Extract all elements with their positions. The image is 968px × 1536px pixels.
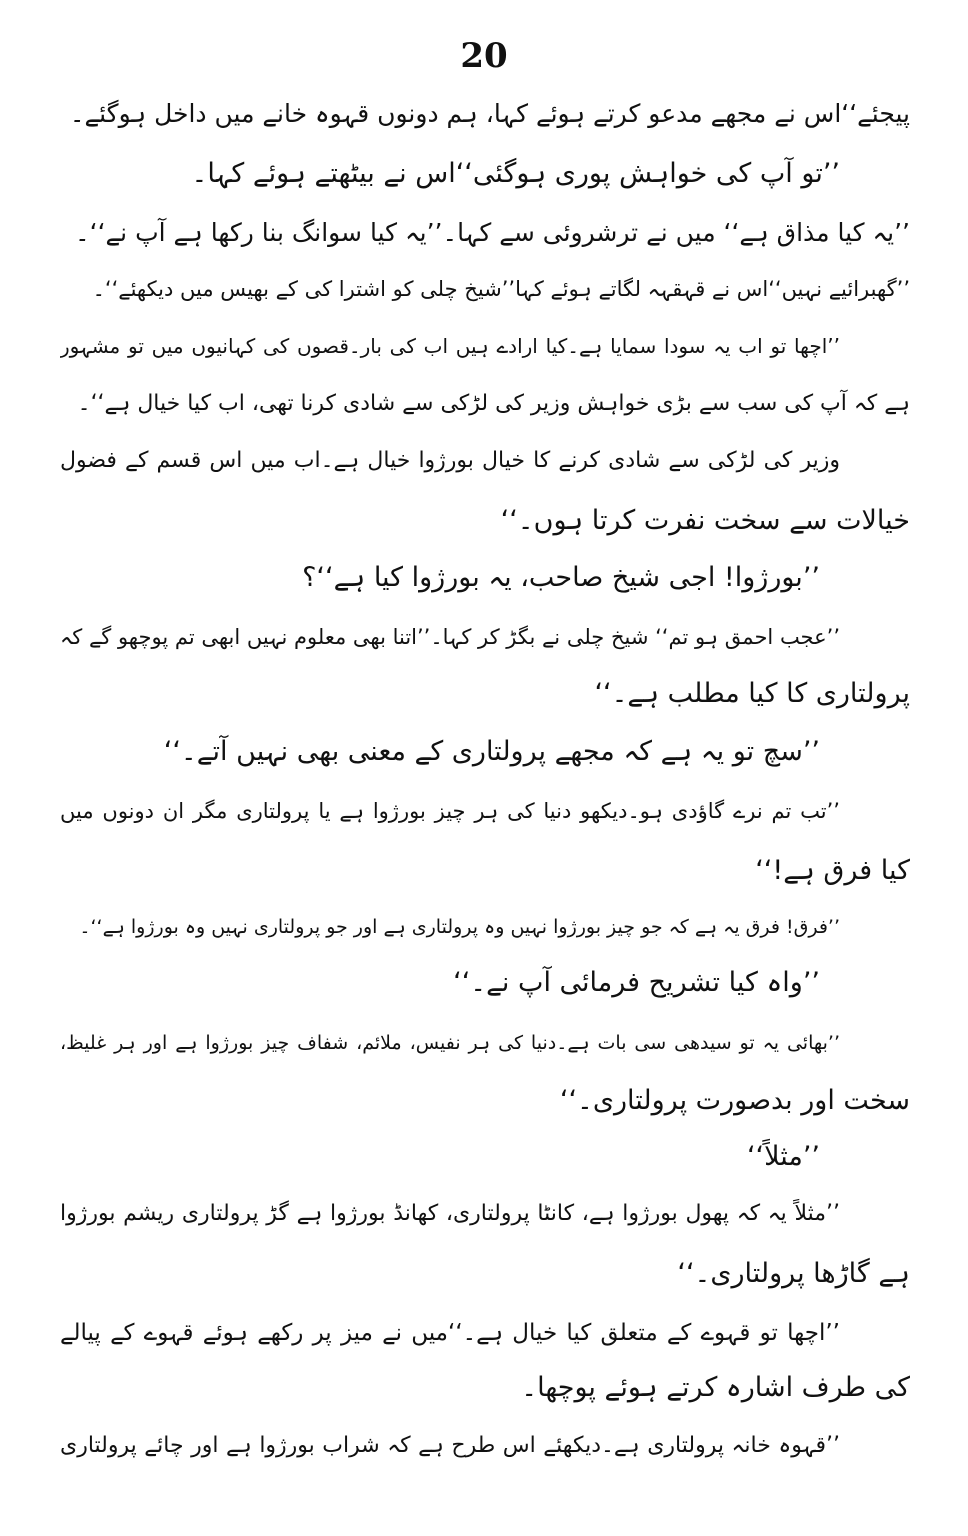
- text-line: ہے کہ آپ کی سب سے بڑی خواہش وزیر کی لڑکی سے شادی کرنا تھی، اب کیا خیال ہے‘‘۔: [77, 391, 910, 416]
- text-line: ’’مثلاً یہ کہ پھول بورژوا ہے، کانٹا پرولتاری، کھانڈ بورژوا ہے گڑ پرولتاری ریشم بورژوا: [60, 1201, 840, 1226]
- text-line: کی طرف اشارہ کرتے ہوئے پوچھا۔: [521, 1372, 910, 1403]
- text-line: ’’مثلاً‘‘: [746, 1141, 820, 1172]
- text-line: سخت اور بدصورت پرولتاری۔‘‘: [559, 1085, 910, 1116]
- text-line: ’’یہ کیا مذاق ہے‘‘ میں نے ترشروئی سے کہا۔’’یہ کیا سوانگ بنا رکھا ہے آپ نے‘‘۔: [74, 218, 910, 247]
- text-line: وزیر کی لڑکی سے شادی کرنے کا خیال بورژوا خیال ہے۔اب میں اس قسم کے فضول: [60, 448, 840, 473]
- text-line: ’’اچھا تو اب یہ سودا سمایا ہے۔کیا ارادے ہیں اب کی بار۔قصوں کی کہانیوں میں تو مشہور: [60, 334, 840, 358]
- text-line: پیجئے‘‘اس نے مجھے مدعو کرتے ہوئے کہا، ہم دونوں قہوہ خانے میں داخل ہوگئے۔: [69, 99, 910, 128]
- text-line: ’’عجب احمق ہو تم‘‘ شیخ چلی نے بگڑ کر کہا۔’’اتنا بھی معلوم نہیں ابھی تم پوچھو گے کہ: [60, 625, 840, 649]
- text-line: ’’فرق! فرق یہ ہے کہ جو چیز بورژوا نہیں وہ پرولتاری ہے اور جو پرولتاری نہیں وہ بورژوا ہے‘‘۔: [79, 916, 840, 938]
- text-line: ’’گھبرائیے نہیں‘‘اس نے قہقہہ لگاتے ہوئے کہا’’شیخ چلی کو اشترا کی کے بھیس میں دیکھئے‘‘۔: [92, 277, 910, 301]
- text-line: ہے گاڑھا پرولتاری۔‘‘: [677, 1258, 910, 1289]
- text-line: ’’قہوہ خانہ پرولتاری ہے۔دیکھئے اس طرح ہے کہ شراب بورژوا ہے اور چائے پرولتاری: [60, 1433, 840, 1458]
- text-line: ’’بورژوا! اجی شیخ صاحب، یہ بورژوا کیا ہے‘‘؟: [302, 562, 820, 593]
- text-line: کیا فرق ہے!‘‘: [755, 855, 910, 886]
- text-line: خیالات سے سخت نفرت کرتا ہوں۔‘‘: [500, 505, 910, 536]
- text-line: ’’تو آپ کی خواہش پوری ہوگئی‘‘اس نے بیٹھتے ہوئے کہا۔: [191, 158, 840, 189]
- text-line: ’’تب تم نرے گاؤدی ہو۔دیکھو دنیا کی ہر چیز بورژوا ہے یا پرولتاری مگر ان دونوں میں: [60, 799, 840, 823]
- text-line: ’’واہ کیا تشریح فرمائی آپ نے۔‘‘: [453, 967, 820, 998]
- page-number: 20: [460, 36, 508, 76]
- text-line: ’’سچ تو یہ ہے کہ مجھے پرولتاری کے معنی بھی نہیں آتے۔‘‘: [163, 736, 820, 767]
- text-line: ’’اچھا تو قہوے کے متعلق کیا خیال ہے۔‘‘میں نے میز پر رکھے ہوئے قہوے کے پیالے: [60, 1320, 840, 1346]
- text-line: پرولتاری کا کیا مطلب ہے۔‘‘: [594, 678, 910, 709]
- text-line: ’’بھائی یہ تو سیدھی سی بات ہے۔دنیا کی ہر نفیس، ملائم، شفاف چیز بورژوا ہے اور ہر غلیظ،: [60, 1032, 840, 1054]
